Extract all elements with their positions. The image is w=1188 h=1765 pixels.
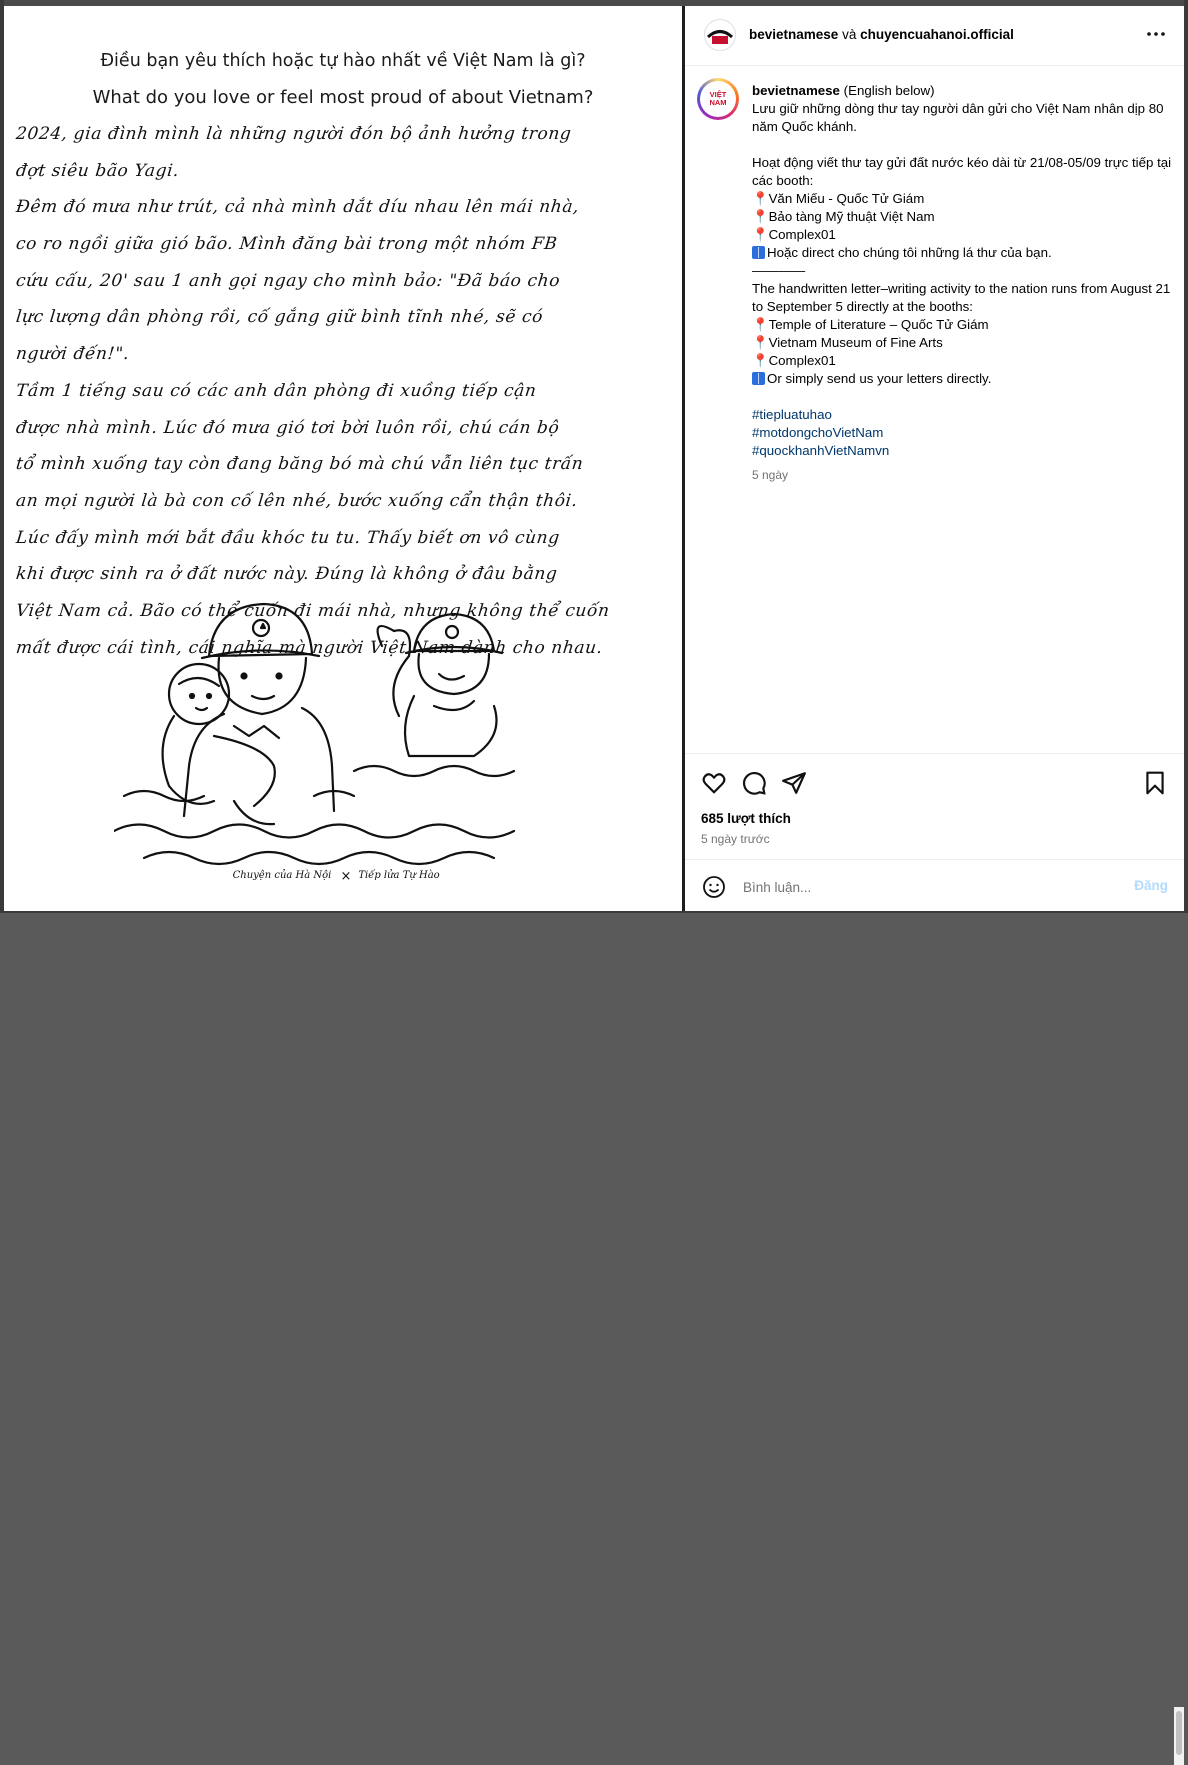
direct-label: Hoặc direct cho chúng tôi những lá thư của bạn. (767, 245, 1052, 260)
caption-avatar-inner (700, 81, 736, 117)
post-actions (685, 753, 1184, 808)
like-heart-icon[interactable] (701, 770, 727, 796)
scrollbar[interactable] (1174, 1707, 1184, 1765)
booth-label: Vietnam Museum of Fine Arts (768, 335, 943, 350)
pin-icon: 📍 (752, 335, 769, 350)
comment-input[interactable] (741, 874, 1105, 900)
book-icon (752, 372, 765, 385)
letter-line: co ro ngồi giữa gió bão. Mình đăng bài trong một nhóm FB (14, 234, 559, 255)
caption-separator: ———— (752, 263, 806, 278)
letter-line: mất được cái tình, cái nghĩa mà người Việt Nam dành cho nhau. (14, 637, 604, 658)
caption-en-direct (752, 370, 1172, 388)
post-comment-button[interactable]: Đăng (1134, 878, 1168, 893)
caption-spacer (752, 136, 1172, 154)
coauthor-link[interactable]: chuyencuahanoi.official (860, 27, 1014, 42)
caption-age: 5 ngày (752, 468, 789, 482)
hashtag-link[interactable]: #quockhanhVietNamvn (752, 443, 890, 458)
letter-line: Việt Nam cả. Bão có thể cuốn đi mái nhà, nhưng không thể cuốn (14, 600, 611, 621)
caption-avatar[interactable] (697, 78, 739, 120)
letter-line: Lúc đấy mình mới bắt đầu khóc tu tu. Thấy biết ơn vô cùng (14, 527, 561, 548)
caption-en-booth (752, 316, 1172, 334)
pin-icon: 📍 (752, 353, 769, 368)
caption-username[interactable]: bevietnamese (752, 83, 840, 98)
letter-line: tổ mình xuống tay còn đang băng bó mà chú vẫn liên tục trấn (14, 454, 585, 475)
booth-label: Bảo tàng Mỹ thuật Việt Nam (768, 209, 935, 224)
caption-avatar-logo: VIỆT NAM (709, 90, 727, 107)
post-header (685, 6, 1184, 66)
caption-vi-booth (752, 190, 1172, 208)
save-bookmark-icon[interactable] (1142, 770, 1168, 796)
caption-vi-activity: Hoạt động viết thư tay gửi đất nước kéo dài từ 21/08-05/09 trực tiếp tại các booth: (752, 155, 1172, 188)
booth-label: Văn Miếu - Quốc Tử Giám (768, 191, 925, 206)
letter-line: được nhà mình. Lúc đó mưa gió tơi bời luôn rồi, chú cán bộ (14, 417, 561, 438)
share-paper-plane-icon[interactable] (781, 770, 807, 796)
hashtag-link[interactable]: #motdongchoVietNam (752, 425, 884, 440)
pin-icon: 📍 (752, 227, 769, 242)
post-timestamp[interactable]: 5 ngày trước (701, 832, 770, 846)
direct-label: Or simply send us your letters directly. (767, 371, 992, 386)
letter-line: 2024, gia đình mình là những người đón bộ ảnh hưởng trong (14, 124, 573, 144)
book-icon (752, 246, 765, 259)
caption-vi-booth (752, 226, 1172, 244)
rescue-illustration (114, 596, 554, 896)
signature-x: × (340, 869, 352, 884)
post-details-panel (685, 6, 1184, 911)
signature-left: Chuyện của Hà Nội (232, 870, 332, 881)
caption-en-activity: The handwritten letter–writing activity to the nation runs from August 21 to September 5 directly at the booths: (752, 281, 1171, 314)
author-link[interactable]: bevietnamese (749, 27, 839, 42)
caption-en-booth (752, 334, 1172, 352)
letter-line: an mọi người là bà con cố lên nhé, bước xuống cẩn thận thôi. (14, 490, 579, 511)
comment-bubble-icon[interactable] (741, 770, 767, 796)
caption-en-booth (752, 352, 1172, 370)
emoji-icon[interactable] (702, 875, 726, 899)
signature-right: Tiếp lửa Tự Hào (358, 870, 440, 881)
post-caption (752, 82, 1172, 484)
letter-question-vi: Điều bạn yêu thích hoặc tự hào nhất về Việt Nam là gì? (100, 51, 586, 71)
likes-count[interactable]: 685 lượt thích (701, 811, 791, 826)
hashtag-link[interactable]: #tiepluatuhao (752, 407, 832, 422)
caption-vi-booth (752, 208, 1172, 226)
letter-line: đợt siêu bão Yagi. (14, 160, 181, 181)
pin-icon: 📍 (752, 317, 769, 332)
caption-first-line (752, 82, 1172, 100)
caption-intro: (English below) (843, 83, 935, 98)
pin-icon: 📍 (752, 191, 769, 206)
letter-line: Tầm 1 tiếng sau có các anh dân phòng đi xuồng tiếp cận (14, 380, 538, 401)
comment-bar (685, 859, 1184, 912)
caption-vi-direct (752, 244, 1172, 262)
booth-label: Temple of Literature – Quốc Tử Giám (768, 317, 989, 332)
caption-vi-text: Lưu giữ những dòng thư tay người dân gửi cho Việt Nam nhân dịp 80 năm Quốc khánh. (752, 101, 1164, 134)
author-avatar[interactable] (704, 19, 736, 51)
more-options-icon[interactable] (1144, 24, 1168, 44)
scrollbar-thumb[interactable] (1176, 1711, 1182, 1755)
handwritten-letter (16, 116, 676, 666)
letter-line: Đêm đó mưa như trút, cả nhà mình dắt díu nhau lên mái nhà, (14, 197, 581, 218)
booth-label: Complex01 (768, 227, 836, 242)
letter-line: cứu cấu, 20' sau 1 anh gọi ngay cho mình bảo: "Đã báo cho (14, 270, 562, 291)
vietnam-logo-icon (705, 20, 735, 50)
pin-icon: 📍 (752, 209, 769, 224)
author-conjunction: và (842, 27, 857, 42)
post-image[interactable] (4, 6, 682, 911)
letter-line: khi được sinh ra ở đất nước này. Đúng là không ở đâu bằng (14, 564, 559, 585)
booth-label: Complex01 (768, 353, 836, 368)
letter-line: người đến!". (14, 344, 131, 365)
caption-spacer (752, 388, 1172, 406)
window-frame-right (1184, 0, 1188, 913)
post-authors (749, 27, 1014, 42)
letter-question-en: What do you love or feel most proud of about Vietnam? (92, 87, 594, 108)
letter-line: lực lượng dân phòng rồi, cố gắng giữ bình tĩnh nhé, sẽ có (14, 307, 545, 328)
